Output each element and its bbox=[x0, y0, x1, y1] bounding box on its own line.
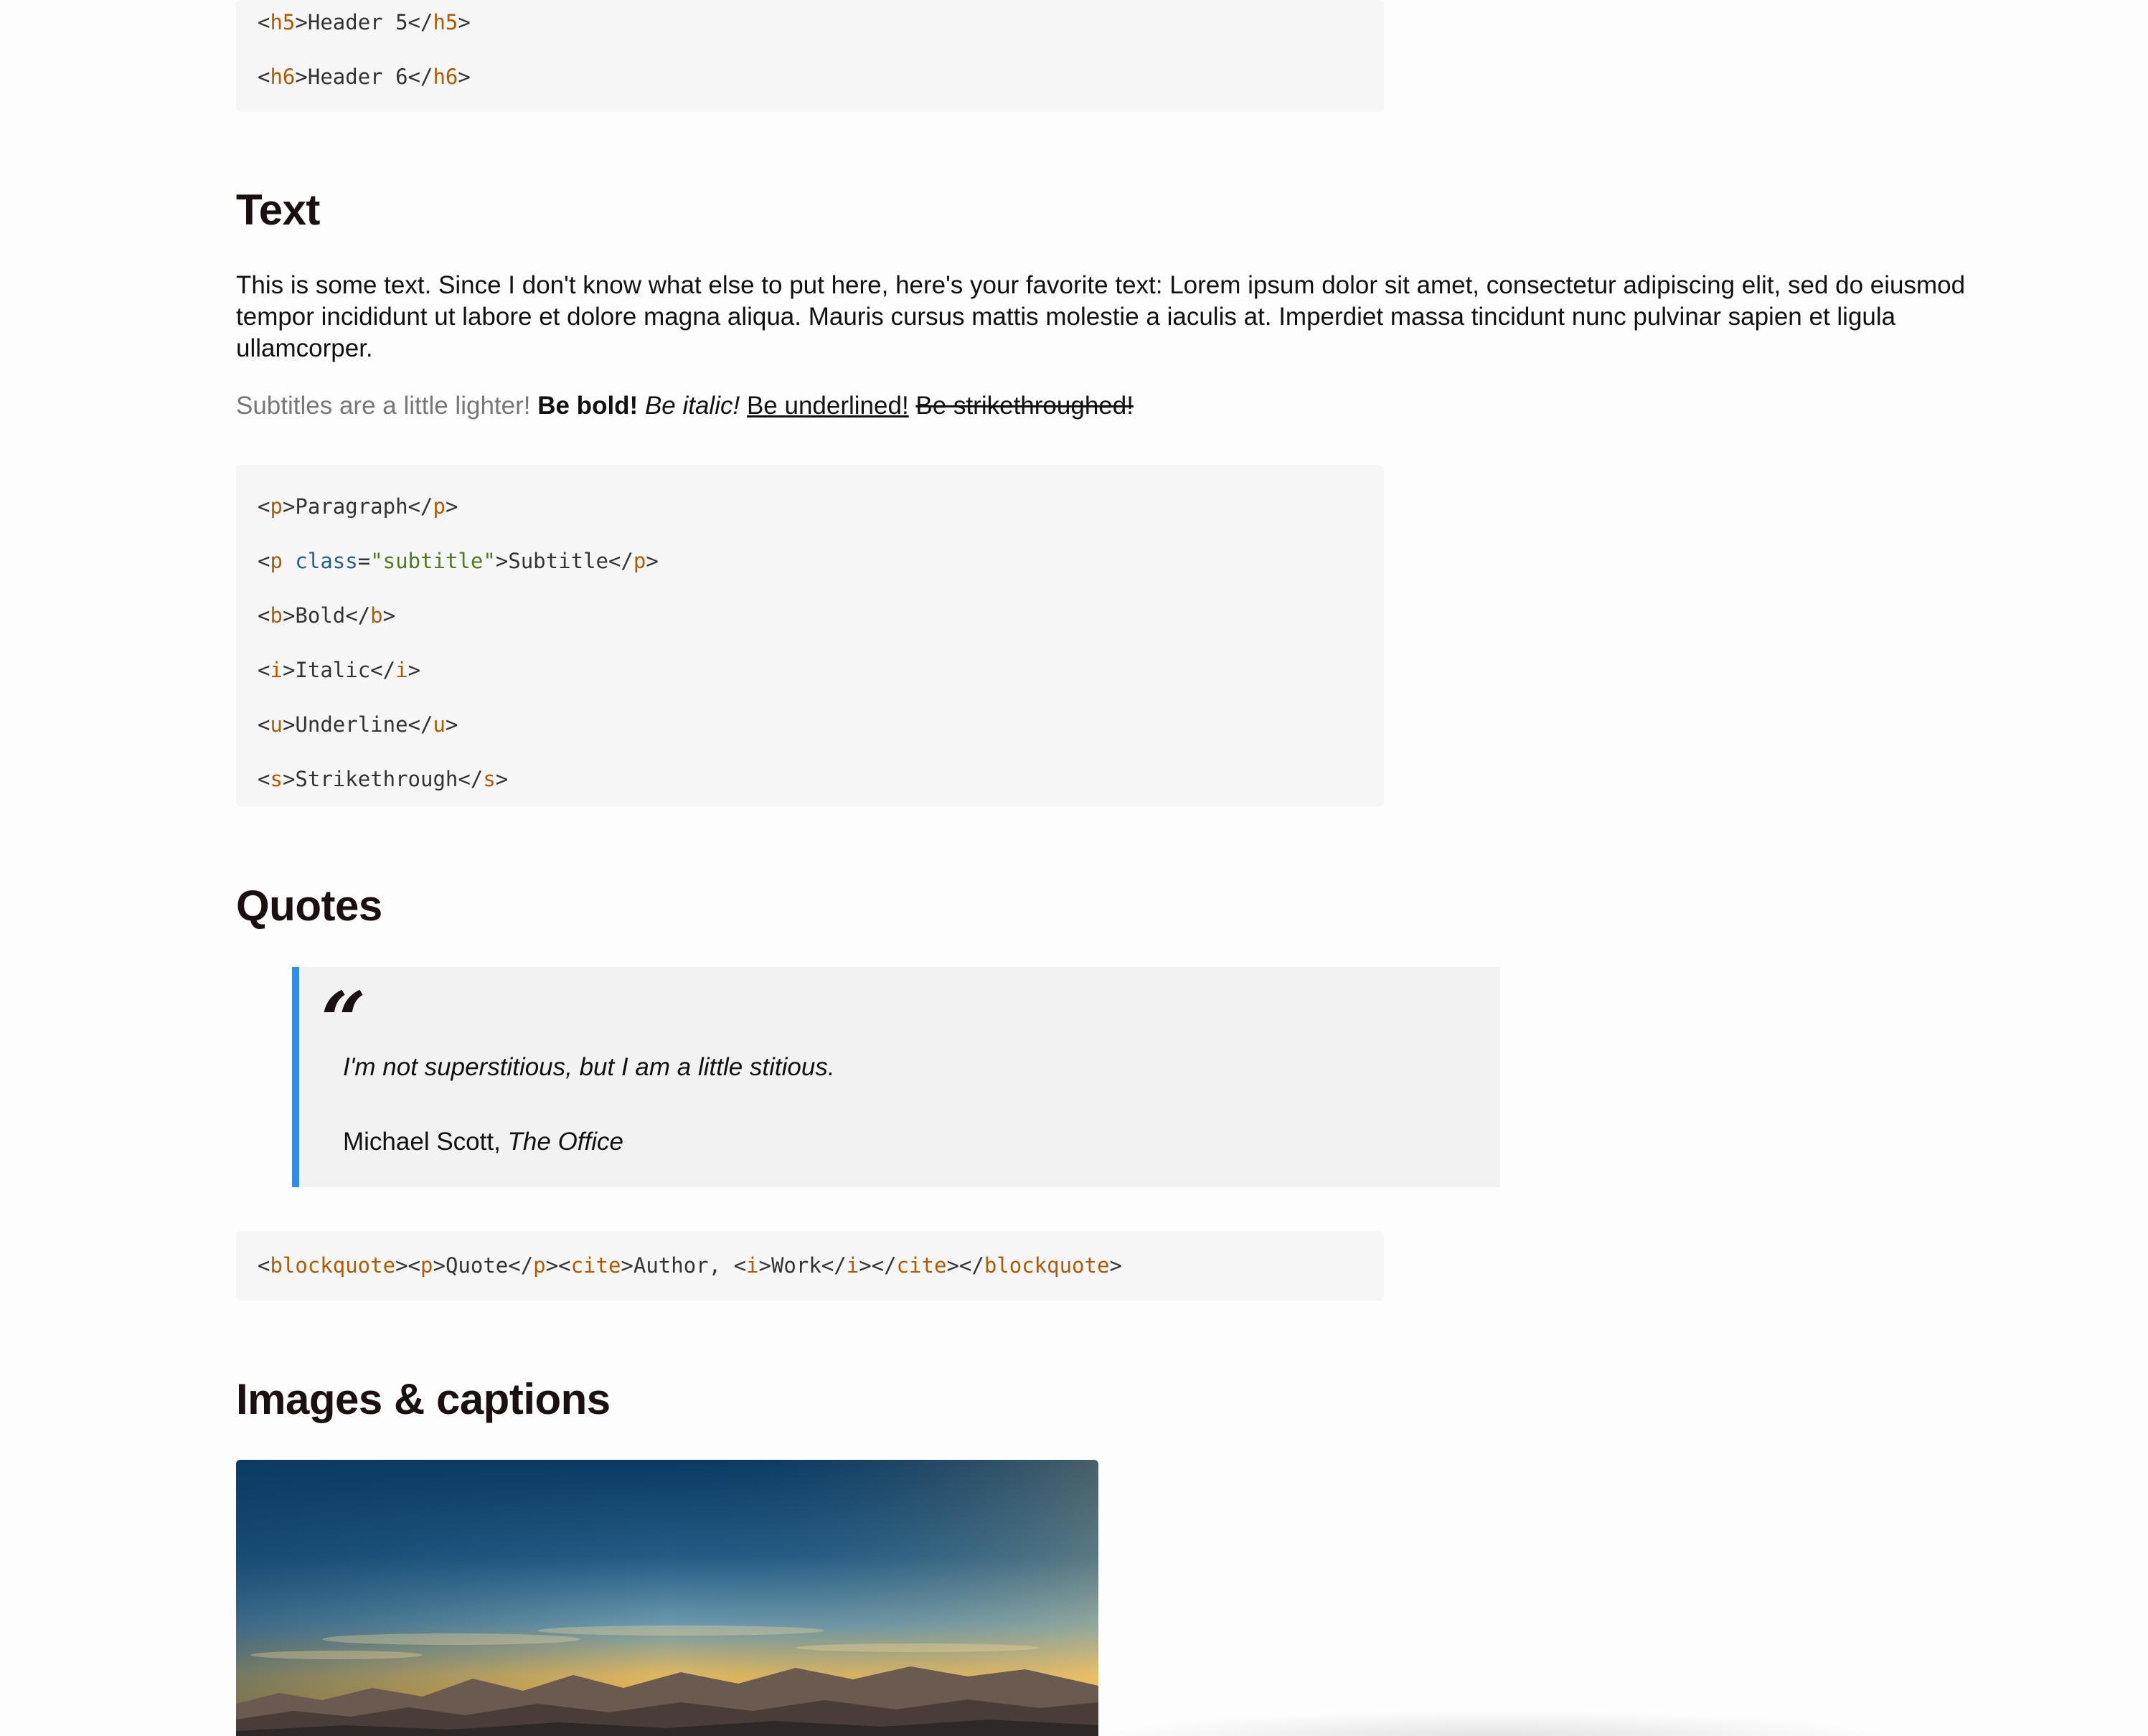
code-line-paragraph: <p>Paragraph</p> bbox=[258, 494, 458, 519]
code-text: Header 5 bbox=[307, 10, 408, 34]
code-tag: p bbox=[433, 494, 446, 519]
code-text: Author, bbox=[633, 1253, 734, 1278]
code-tag: u bbox=[270, 712, 283, 737]
section-title-quotes: Quotes bbox=[236, 882, 382, 930]
code-text: Quote bbox=[445, 1253, 509, 1278]
code-line-blockquote: <blockquote><p>Quote</p><cite>Author, <i>Work</i></cite></blockquote> bbox=[258, 1253, 1122, 1278]
code-string: "subtitle" bbox=[370, 549, 496, 573]
code-tag: cite bbox=[896, 1253, 947, 1278]
quote-work: The Office bbox=[507, 1128, 623, 1156]
code-text: Strikethrough bbox=[295, 767, 458, 791]
code-tag: u bbox=[433, 712, 446, 737]
quote-mark-icon: “ bbox=[321, 974, 367, 1067]
code-block-text bbox=[236, 465, 1384, 806]
mountain-sunset-illustration bbox=[236, 1460, 1098, 1736]
code-block-headers bbox=[236, 0, 1384, 112]
quote-text: I'm not superstitious, but I am a little stitious. bbox=[343, 1053, 835, 1081]
quote-author: Michael Scott, bbox=[343, 1128, 501, 1156]
code-text: Bold bbox=[295, 603, 346, 628]
code-tag: blockquote bbox=[270, 1253, 396, 1278]
subtitle-example: Subtitles are a little lighter! bbox=[236, 392, 531, 420]
quote-citation bbox=[343, 1128, 623, 1156]
code-tag: p bbox=[270, 549, 283, 573]
code-tag: s bbox=[483, 767, 496, 791]
code-line-h5: <h5>Header 5</h5> bbox=[258, 10, 471, 34]
section-title-images: Images & captions bbox=[236, 1375, 611, 1423]
code-tag: h5 bbox=[270, 10, 296, 34]
blockquote bbox=[292, 967, 1500, 1187]
code-tag: h6 bbox=[270, 65, 296, 89]
code-text: Header 6 bbox=[307, 65, 408, 89]
bold-example: Be bold! bbox=[537, 392, 639, 420]
code-tag: s bbox=[270, 767, 283, 791]
code-attr: class bbox=[295, 549, 358, 573]
code-line-strike: <s>Strikethrough</s> bbox=[258, 767, 509, 791]
code-text: Subtitle bbox=[508, 549, 608, 573]
landscape-image bbox=[236, 1460, 1098, 1736]
formatting-examples bbox=[236, 390, 1987, 422]
code-tag: h5 bbox=[433, 10, 458, 34]
body-paragraph: This is some text. Since I don't know what else to put here, here's your favorite text: Lorem ipsum dolor sit amet, consectetur adipiscing elit, sed do eiusmod tempor incididunt ut labore et dolore magna aliqua. Mauris cursus mattis molestie a iaculis at. Imperdiet massa tincidunt nunc pulvinar sapien et ligula ullamcorper. bbox=[236, 271, 1966, 362]
code-tag: i bbox=[846, 1253, 859, 1278]
strike-example: Be strikethroughed! bbox=[915, 392, 1134, 420]
code-eq: = bbox=[357, 549, 371, 573]
code-tag: b bbox=[370, 603, 383, 628]
code-line-subtitle: <p class="subtitle">Subtitle</p> bbox=[258, 549, 659, 573]
code-tag: p bbox=[270, 494, 283, 519]
code-line-italic: <i>Italic</i> bbox=[258, 658, 421, 682]
code-tag: i bbox=[395, 658, 408, 682]
code-line-underline: <u>Underline</u> bbox=[258, 712, 458, 737]
scroll-shadow bbox=[1098, 1711, 1887, 1736]
code-tag: b bbox=[270, 603, 283, 628]
section-title-text: Text bbox=[236, 186, 320, 234]
code-text: Italic bbox=[295, 658, 371, 682]
code-tag: i bbox=[746, 1253, 759, 1278]
code-line-bold: <b>Bold</b> bbox=[258, 603, 396, 628]
code-tag: p bbox=[533, 1253, 546, 1278]
code-tag: p bbox=[633, 549, 646, 573]
code-text: Work bbox=[771, 1253, 821, 1278]
code-tag: i bbox=[270, 658, 283, 682]
code-tag: h6 bbox=[433, 65, 458, 89]
code-block-quote bbox=[236, 1231, 1384, 1301]
code-tag: p bbox=[420, 1253, 433, 1278]
italic-example: Be italic! bbox=[644, 392, 740, 420]
underline-example: Be underlined! bbox=[746, 392, 909, 420]
code-tag: blockquote bbox=[984, 1253, 1110, 1278]
code-line-h6: <h6>Header 6</h6> bbox=[258, 65, 471, 89]
code-text: Underline bbox=[295, 712, 408, 737]
code-tag: cite bbox=[570, 1253, 621, 1278]
code-text: Paragraph bbox=[295, 494, 408, 519]
